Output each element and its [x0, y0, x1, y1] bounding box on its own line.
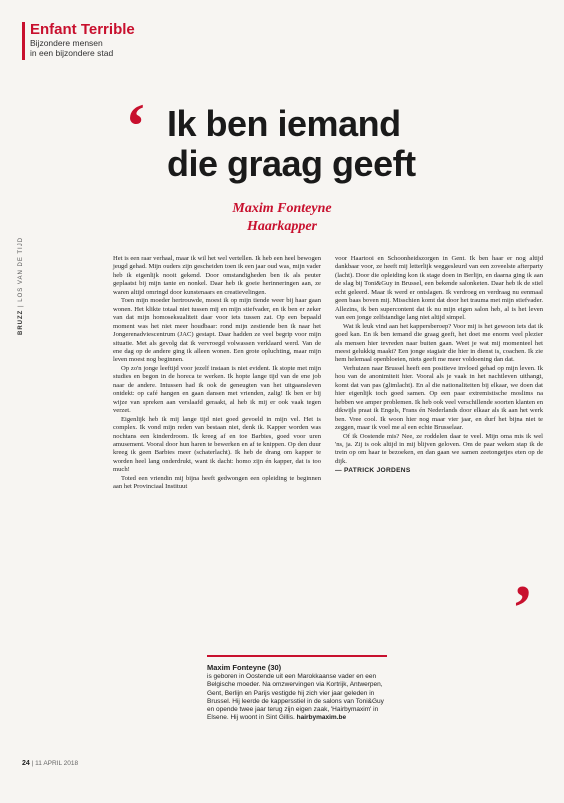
paragraph: Of ik Oostende mis? Nee, ze roddelen daar te veel. Mijn oma mis ik wel 'ns, ja. Zij is ook altijd in mij blijven geloven. Om de paar weken stap ik de trein op om haar te bezoeken, en dan gaan we samen zeetongetjes eten op de dijk.: [335, 432, 543, 465]
paragraph: Het is een raar verhaal, maar ik wil het wel vertellen. Ik heb een heel bewogen jeugd gehad. Mijn ouders zijn gescheiden toen ik een jaar oud was, mijn vader heb ik eigenlijk nooit gekend. Door omstandigheden ben ik als peuter geplaatst bij mijn tante en nonkel. Daar heb ik goeie herinneringen aan, ze waren altijd omringd door kunstenaars en creatievelingen.: [113, 255, 321, 296]
rubric-subtitle-line1: Bijzondere mensen: [30, 38, 103, 48]
paragraph: voor Haartooi en Schoonheidszorgen in Gent. Ik ben haar er nog altijd dankbaar voor, ze heeft mij letterlijk weggesleurd van een zoveelste afterparty (lacht). Door die opleiding kon ik stage doen in Berlijn, en daarna ging ik aan de slag bij Toni&Guy in Brussel, een bekende salonketen. Daar heb ik de stiel echt geleerd. Maar ik werd er ontslagen. Ik verdroeg en verdraag nu eenmaal geen baas boven mij. Misschien komt dat door het trauma met mijn stiefvader. Allezins, ik ben supercontent dat ik nu mijn eigen salon heb, al is het leven van een jonge zelfstandige lang niet altijd simpel.: [335, 255, 543, 322]
bio-title: Maxim Fonteyne (30): [207, 663, 282, 672]
rubric-accent-bar: [22, 22, 25, 60]
rubric-title: Enfant Terrible: [30, 21, 135, 38]
rubric-subtitle-line2: in een bijzondere stad: [30, 48, 114, 58]
person-role: Haarkapper: [247, 219, 317, 234]
rubric: [30, 22, 135, 58]
side-section: LOS VAN DE TIJD: [18, 236, 24, 302]
open-quote-mark: ‘: [125, 90, 147, 161]
person-name: Maxim Fonteyne: [232, 201, 332, 216]
article-column-1: [113, 255, 321, 492]
headline: [167, 104, 416, 184]
page-footer: [22, 760, 78, 767]
side-separator: |: [18, 304, 24, 307]
headline-line1: Ik ben iemand: [167, 103, 401, 144]
bio-box: [207, 655, 387, 723]
bio-url: hairbymaxim.be: [296, 714, 347, 722]
person-block: [0, 200, 564, 236]
side-label: [18, 237, 24, 335]
paragraph: Eigenlijk heb ik mij lange tijd niet goed gevoeld in mijn vel. Het is complex. Ik vond mijn reden van bestaan niet, denk ik. Kapper worden was nochtans een kinderdroom. Ik kreeg af en toe Barbies, goed voor uren amusement. Vooral door hun haren te bewerken en af te knippen. Op den duur kreeg ik geen Barbies meer (schaterlacht). Ik heb de drang om kapper te worden heel lang onderdrukt, want ik dacht: homo zijn én kapper, dat is too much!: [113, 415, 321, 474]
paragraph: Toen mijn moeder hertrouwde, moest ik op mijn tiende weer bij haar gaan wonen. Het klikte totaal niet tussen mij en mijn stiefvader, en ik ben er zeker van dat mijn homoseksualiteit daar voor iets tussen zat. Op een bepaald moment was het niet meer houdbaar: rond mijn zestiende ben ik naar het Jongerenadviescentrum (JAC) gestapt. Daar hadden ze veel begrip voor mijn situatie. Met als gevolg dat ik vervroegd volwassen verklaard werd. Van de ene dag op de andere ging ik alleen wonen. Een grote opluchting, maar mijn leven moest nog beginnen.: [113, 297, 321, 364]
paragraph: Op zo'n jonge leeftijd voor jezelf instaan is niet evident. Ik stopte met mijn studies en begon in de horeca te werken. Ik hopte lange tijd van de ene job naar de andere. Intussen had ik ook de geneugten van het uitgaansleven ontdekt: op café hangen en gaan dansen met vrienden, zalig! Ik ben er bij wijze van spreken aan verslaafd geraakt, al heb ik mij er ook vaak tegen verzet.: [113, 364, 321, 415]
headline-line2: die graag geeft: [167, 143, 416, 184]
side-brand: BRUZZ: [18, 309, 24, 335]
page-number: 24: [22, 760, 30, 767]
paragraph: Toted een vriendin mij bijna heeft gedwongen een opleiding te beginnen aan het Provinciaal Instituut: [113, 474, 321, 491]
close-quote-mark: ’: [512, 572, 534, 643]
article-column-2: [335, 255, 543, 476]
bio-text: is geboren in Oostende uit een Marokkaanse vader en een Belgische moeder. Na omzwervingen via Kortrijk, Antwerpen, Gent, Berlijn en Parijs vestigde hij zich vier jaar geleden in Brussel. Hij leerde de kappersstiel in de salons van Toni&Guy en opende twee jaar terug zijn eigen zaak, 'Hairbymaxim' in Elsene. Hij woont in Sint Gillis.: [207, 673, 384, 722]
paragraph: Wat ik leuk vind aan het kappersberoep? Voor mij is het gewoon iets dat ik goed kan. En ik ben iemand die graag geeft, het doet me enorm veel plezier als mensen hier tevreden naar buiten gaan. Weet je wat mij momenteel het meest gelukkig maakt? Een jonge stagiair die hier in dienst is, coachen. Ik zie hem helemaal openbloeien, niets geeft me meer voldoening dan dat.: [335, 322, 543, 364]
issue-date: 11 APRIL 2018: [35, 760, 79, 767]
paragraph: Verhuizen naar Brussel heeft een positieve invloed gehad op mijn leven. Ik hou van de anonimiteit hier. Vooral als je vaak in het nachtleven uithangt, komt dat van pas (glimlacht). En al die nationaliteiten bij elkaar, we doen dat hier eigenlijk toch goed samen. Op een paar extremistische moslims na hebben we amper problemen. Ik heb ook veel verschillende soorten klanten en dikwijls praat ik Engels, Frans én Nederlands door elkaar als ik aan het werk ben. Vree cool. Ik woon hier nog maar vier jaar, en durf het bijna niet te zeggen, maar ik voel me al een echte Brusselaar.: [335, 364, 543, 432]
footer-separator: |: [31, 760, 34, 767]
author-signature: — PATRICK JORDENS: [335, 467, 411, 475]
